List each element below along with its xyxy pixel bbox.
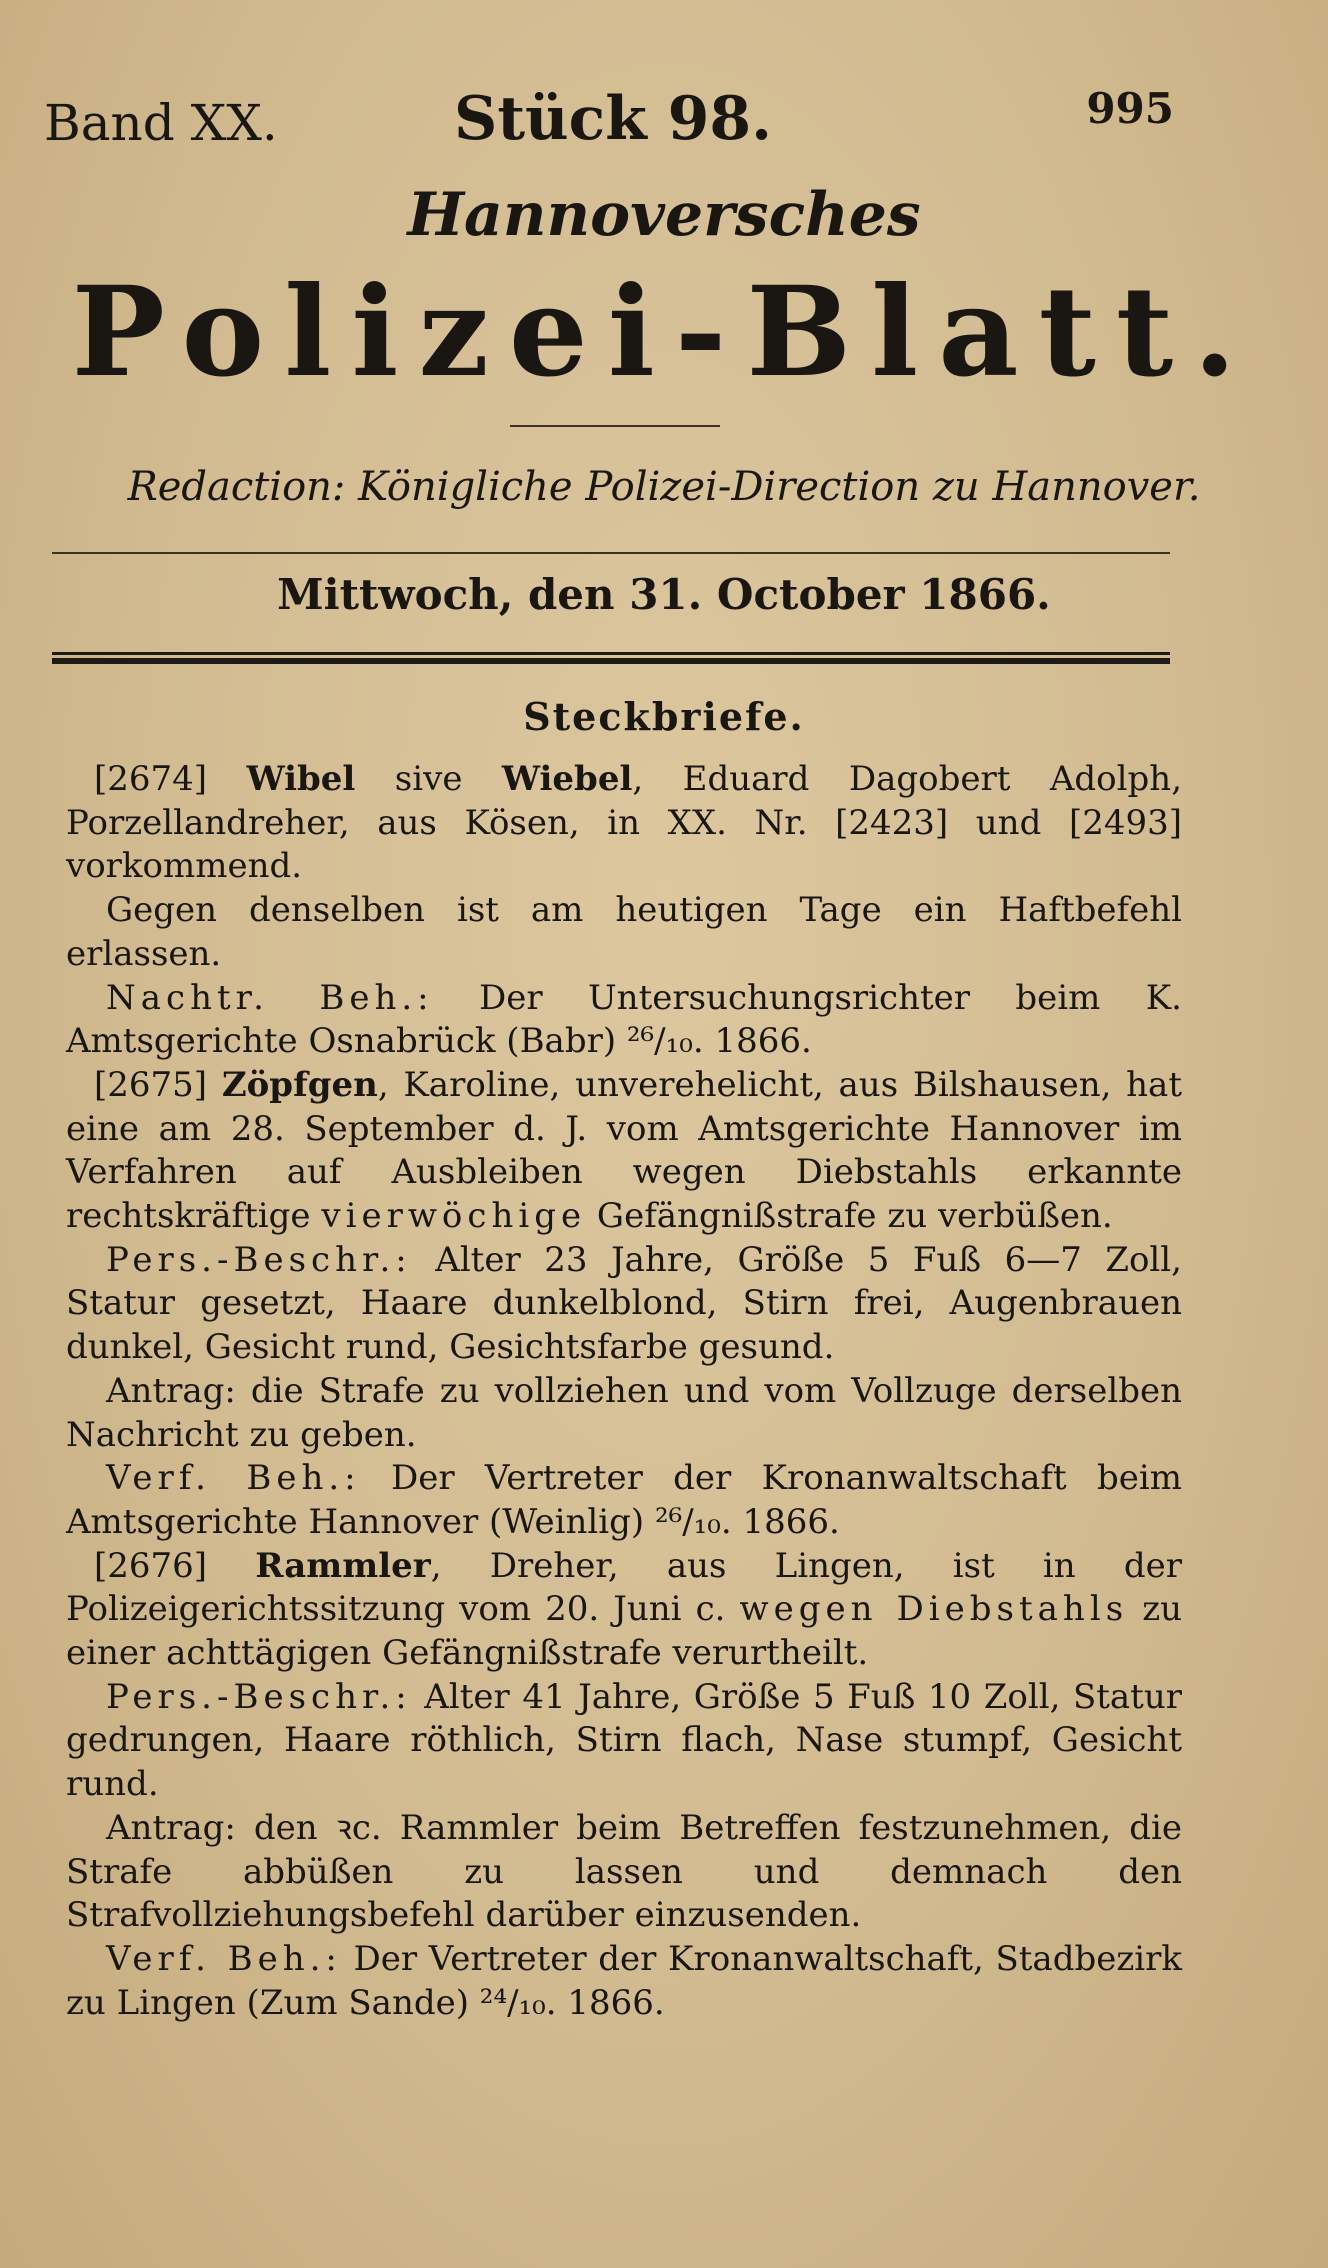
entry-2675-authority: [66, 1457, 1182, 1544]
description-label: Pers.-Beschr.:: [106, 1239, 412, 1280]
entry-intro-end: Gefängnißstrafe zu verbüßen.: [586, 1196, 1113, 1237]
masthead-row: [44, 84, 1174, 154]
entry-intro-text: , Eduard Dagobert Adolph, Porzellandreher, aus Kösen, in XX. Nr. [2423] und [2493] vorkommend.: [66, 759, 1182, 887]
masthead-subtitle: Hannoversches: [407, 180, 921, 250]
entry-name-separator: sive: [355, 759, 502, 799]
redaction-line: Redaction: Königliche Polizei-Direction zu Hannover.: [127, 464, 1201, 510]
section-title: Steckbriefe.: [523, 694, 805, 739]
issue-date: Mittwoch, den 31. October 1866.: [277, 570, 1051, 619]
entry-name: Zöpfgen: [221, 1064, 378, 1105]
entry-2675-description: [66, 1239, 1182, 1370]
entry-id: [2675]: [94, 1064, 208, 1105]
authority-label: Nachtr. Beh.:: [106, 977, 434, 1018]
article-body: [66, 758, 1182, 2025]
entry-id: [2676]: [94, 1545, 208, 1586]
entry-intro-emphasis: wegen Diebstahls: [739, 1589, 1129, 1630]
authority-text: Der Vertreter der Kronanwaltschaft, Stadbezirk zu Lingen (Zum Sande) ²⁴/₁₀. 1866.: [66, 1938, 1183, 2023]
short-divider: [510, 425, 720, 427]
entry-intro-text: , Karoline, unverehelicht, aus Bilshausen, hat eine am 28. September d. J. vom Amtsgerichte Hannover im Verfahren auf Ausbleiben wegen Diebstahls erkannte rechtskräftige: [66, 1064, 1182, 1237]
entry-2676-intro: [66, 1545, 1182, 1676]
entry-name: Wibel: [246, 759, 356, 799]
authority-label: Verf. Beh.:: [106, 1458, 361, 1499]
entry-alt-name: Wiebel: [501, 759, 633, 799]
authority-text: Der Untersuchungsrichter beim K. Amtsgerichte Osnabrück (Babr) ²⁶/₁₀. 1866.: [66, 977, 1182, 1062]
entry-2674-order: Gegen denselben ist am heutigen Tage ein Haftbefehl erlassen.: [66, 890, 1182, 974]
volume-label: Band XX.: [44, 94, 278, 152]
thick-divider: [52, 652, 1170, 664]
entry-intro-end: zu einer achttägigen Gefängnißstrafe verurtheilt.: [66, 1589, 1183, 1674]
authority-label: Verf. Beh.:: [106, 1938, 342, 1979]
entry-2675-intro: [66, 1064, 1182, 1239]
entry-intro-emphasis: vierwöchige: [321, 1196, 587, 1237]
description-label: Pers.-Beschr.:: [106, 1676, 412, 1717]
description-text: Alter 41 Jahre, Größe 5 Fuß 10 Zoll, Statur gedrungen, Haare röthlich, Stirn flach, Nase stumpf, Gesicht rund.: [66, 1676, 1182, 1805]
authority-text: Der Vertreter der Kronanwaltschaft beim Amtsgerichte Hannover (Weinlig) ²⁶/₁₀. 1866.: [66, 1458, 1182, 1542]
description-text: Alter 23 Jahre, Größe 5 Fuß 6—7 Zoll, Statur gesetzt, Haare dunkelblond, Stirn frei, Augenbrauen dunkel, Gesicht rund, Gesichtsfarbe gesund.: [66, 1239, 1182, 1368]
entry-2676-description: [66, 1676, 1182, 1807]
entry-2675-request: Antrag: die Strafe zu vollziehen und vom Vollzuge derselben Nachricht zu geben.: [66, 1370, 1182, 1455]
masthead-title: Polizei-Blatt.: [71, 260, 1257, 405]
entry-id: [2674]: [94, 759, 208, 799]
entry-2674-authority: [66, 977, 1182, 1064]
entry-intro-text: , Dreher, aus Lingen, ist in der Polizeigerichtssitzung vom 20. Juni c.: [66, 1545, 1182, 1630]
thin-divider: [52, 552, 1170, 554]
entry-name: Rammler: [255, 1545, 431, 1586]
entry-2676-authority: [66, 1938, 1182, 2025]
entry-2676-request: Antrag: den ꝛc. Rammler beim Betreffen festzunehmen, die Strafe abbüßen zu lassen und demnach den Strafvollziehungsbefehl darüber einzusenden.: [66, 1807, 1182, 1936]
page-number: 995: [1086, 84, 1174, 133]
entry-2674-intro: [66, 758, 1182, 889]
issue-number: Stück 98.: [454, 84, 773, 154]
